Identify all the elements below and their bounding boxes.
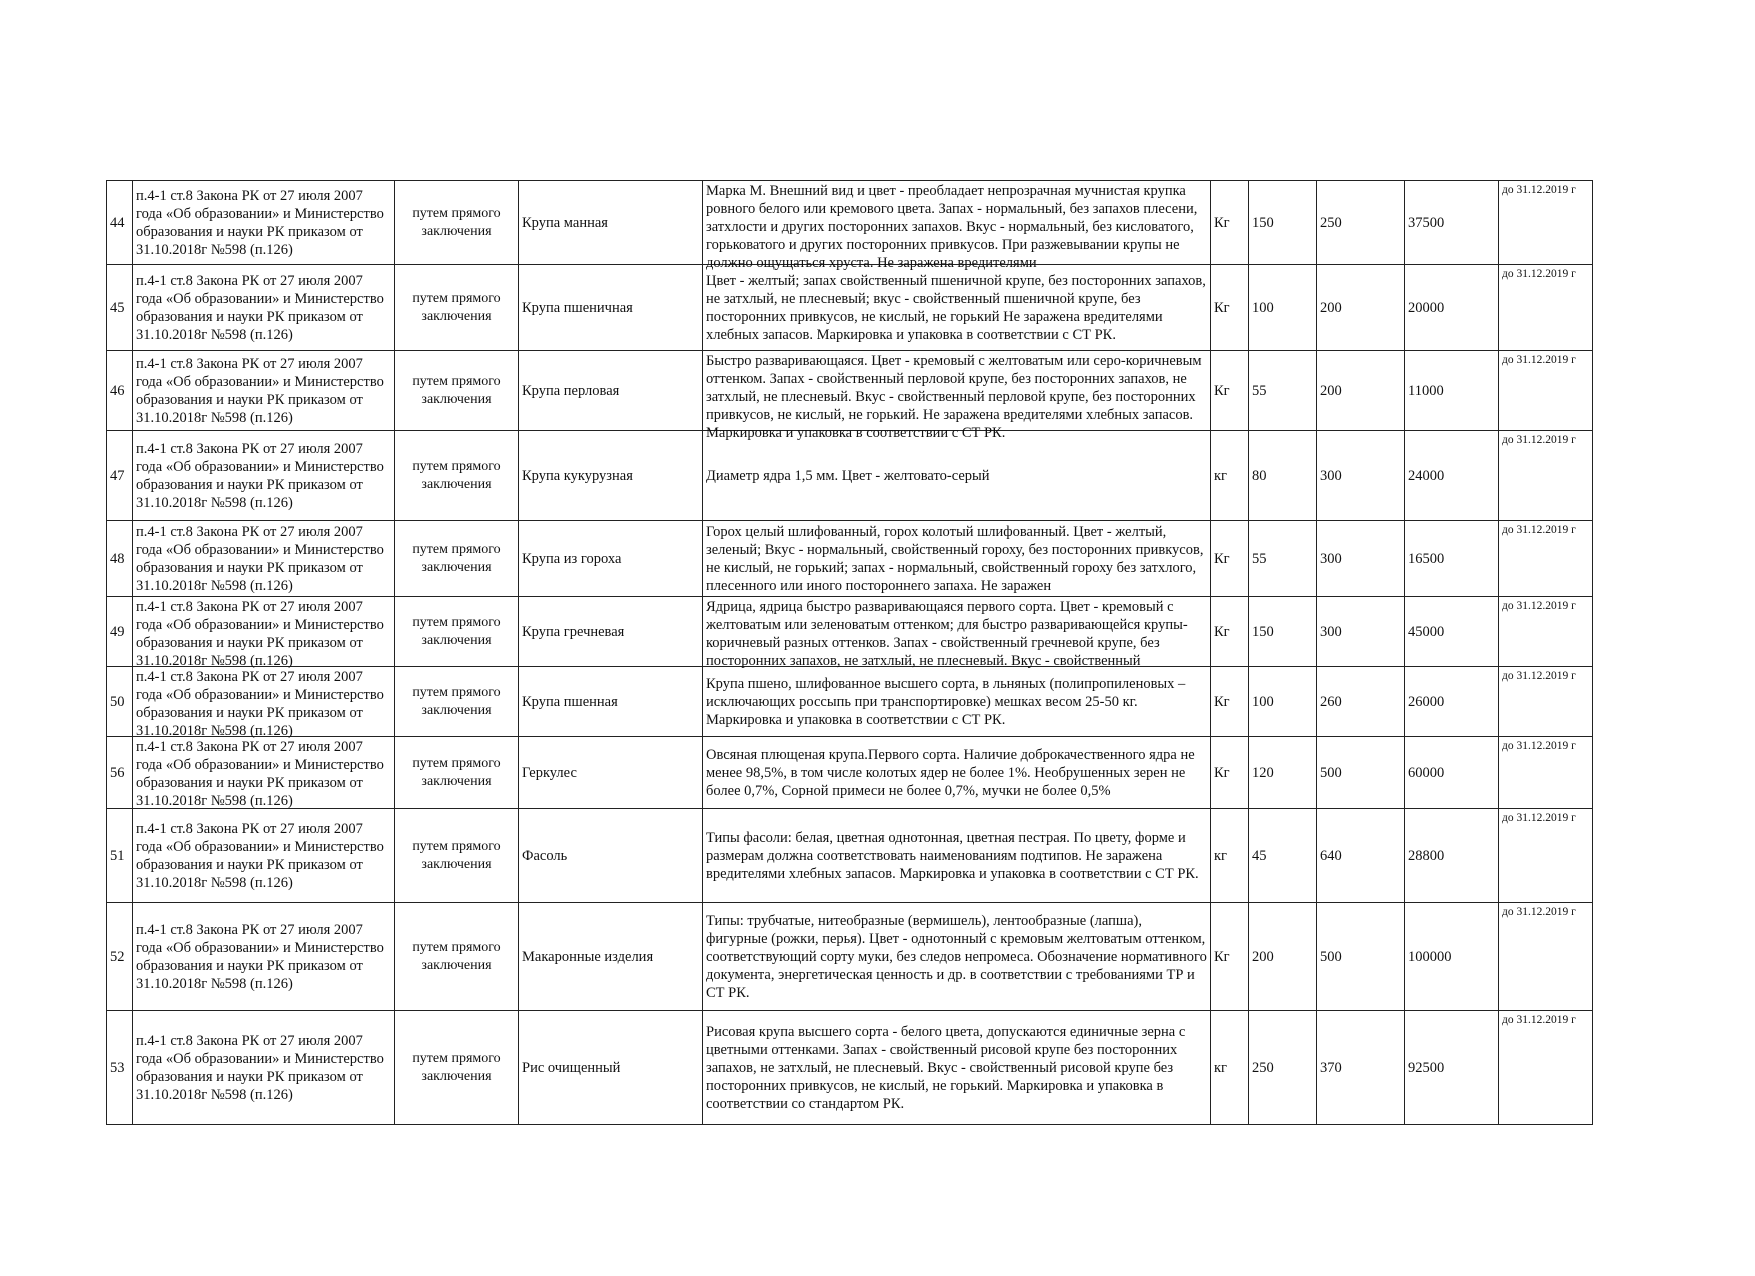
product-name: Крупа перловая: [519, 351, 703, 431]
unit-price: 300: [1317, 597, 1405, 667]
unit: Кг: [1211, 265, 1249, 351]
unit-price: 200: [1317, 351, 1405, 431]
unit-price: 260: [1317, 667, 1405, 737]
quantity: 45: [1249, 809, 1317, 903]
product-description: Овсяная плющеная крупа.Первого сорта. Наличие доброкачественного ядра не менее 98,5%, в том числе колотых ядер не более 1%. Необрушенных зерен не более 0,7%, Сорной примеси не более 0,7%, мучки не более 0,5%: [703, 737, 1211, 809]
row-number: 47: [107, 431, 133, 521]
quantity: 200: [1249, 903, 1317, 1011]
unit: кг: [1211, 1011, 1249, 1125]
legal-basis: п.4-1 ст.8 Закона РК от 27 июля 2007 года «Об образовании» и Министерство образования и науки РК приказом от 31.10.2018г №598 (п.126): [133, 431, 395, 521]
unit: кг: [1211, 809, 1249, 903]
delivery-term: до 31.12.2019 г: [1499, 903, 1593, 1011]
procurement-method: путем прямого заключения: [395, 521, 519, 597]
row-number: 48: [107, 521, 133, 597]
delivery-term: до 31.12.2019 г: [1499, 431, 1593, 521]
unit-price: 200: [1317, 265, 1405, 351]
legal-basis: п.4-1 ст.8 Закона РК от 27 июля 2007 года «Об образовании» и Министерство образования и науки РК приказом от 31.10.2018г №598 (п.126): [133, 809, 395, 903]
total-sum: 26000: [1405, 667, 1499, 737]
quantity: 55: [1249, 521, 1317, 597]
product-description: Типы: трубчатые, нитеобразные (вермишель), лентообразные (лапша), фигурные (рожки, перья). Цвет - однотонный с кремовым желтоватым оттенком, соответствующий сорту муки, без следов непромеса. Обозначение нормативного документа, энергетическая ценность и др. в соответствии с требованиями ТР и СТ РК.: [703, 903, 1211, 1011]
unit-price: 500: [1317, 737, 1405, 809]
procurement-table: [106, 180, 1593, 1125]
legal-basis: п.4-1 ст.8 Закона РК от 27 июля 2007 года «Об образовании» и Министерство образования и науки РК приказом от 31.10.2018г №598 (п.126): [133, 1011, 395, 1125]
quantity: 150: [1249, 597, 1317, 667]
product-name: Крупа кукурузная: [519, 431, 703, 521]
row-number: 52: [107, 903, 133, 1011]
product-description: Типы фасоли: белая, цветная однотонная, цветная пестрая. По цвету, форме и размерам должна соответствовать наименованиям подтипов. Не заражена вредителями хлебных запасов. Маркировка и упаковка в соответствии с СТ РК.: [703, 809, 1211, 903]
table-row: [107, 903, 1593, 1011]
quantity: 80: [1249, 431, 1317, 521]
unit: Кг: [1211, 181, 1249, 265]
delivery-term: до 31.12.2019 г: [1499, 597, 1593, 667]
delivery-term: до 31.12.2019 г: [1499, 809, 1593, 903]
row-number: 45: [107, 265, 133, 351]
total-sum: 92500: [1405, 1011, 1499, 1125]
legal-basis: п.4-1 ст.8 Закона РК от 27 июля 2007 года «Об образовании» и Министерство образования и науки РК приказом от 31.10.2018г №598 (п.126): [133, 351, 395, 431]
procurement-method: путем прямого заключения: [395, 1011, 519, 1125]
row-number: 44: [107, 181, 133, 265]
table-row: [107, 737, 1593, 809]
product-description: Марка М. Внешний вид и цвет - преобладает непрозрачная мучнистая крупка ровного белого или кремового цвета. Запах - нормальный, без запахов плесени, затхлости и других посторонних запахов. Вкус - нормальный, без кисловатого, горьковатого и других посторонних привкусов. При разжевывании крупы не должно ощущаться хруста. Не заражена вредителями: [703, 181, 1211, 265]
row-number: 46: [107, 351, 133, 431]
legal-basis: п.4-1 ст.8 Закона РК от 27 июля 2007 года «Об образовании» и Министерство образования и науки РК приказом от 31.10.2018г №598 (п.126): [133, 903, 395, 1011]
procurement-method: путем прямого заключения: [395, 265, 519, 351]
total-sum: 37500: [1405, 181, 1499, 265]
product-description: Быстро разваривающаяся. Цвет - кремовый с желтоватым или серо-коричневым оттенком. Запах - свойственный перловой крупе, без посторонних запахов, не затхлый, не плесневый. Вкус - свойственный перловой крупе, без посторонних привкусов, не кислый, не горький. Не заражена вредителями хлебных запасов. Маркировка и упаковка в соответствии с СТ РК.: [703, 351, 1211, 431]
row-number: 53: [107, 1011, 133, 1125]
total-sum: 16500: [1405, 521, 1499, 597]
product-name: Макаронные изделия: [519, 903, 703, 1011]
table-row: [107, 667, 1593, 737]
product-name: Крупа пшеничная: [519, 265, 703, 351]
unit: Кг: [1211, 521, 1249, 597]
delivery-term: до 31.12.2019 г: [1499, 265, 1593, 351]
total-sum: 20000: [1405, 265, 1499, 351]
table-row: [107, 181, 1593, 265]
procurement-method: путем прямого заключения: [395, 809, 519, 903]
quantity: 120: [1249, 737, 1317, 809]
legal-basis: п.4-1 ст.8 Закона РК от 27 июля 2007 года «Об образовании» и Министерство образования и науки РК приказом от 31.10.2018г №598 (п.126): [133, 737, 395, 809]
legal-basis: п.4-1 ст.8 Закона РК от 27 июля 2007 года «Об образовании» и Министерство образования и науки РК приказом от 31.10.2018г №598 (п.126): [133, 265, 395, 351]
product-name: Крупа манная: [519, 181, 703, 265]
procurement-method: путем прямого заключения: [395, 597, 519, 667]
procurement-method: путем прямого заключения: [395, 737, 519, 809]
unit-price: 300: [1317, 521, 1405, 597]
product-name: Геркулес: [519, 737, 703, 809]
product-name: Крупа из гороха: [519, 521, 703, 597]
total-sum: 24000: [1405, 431, 1499, 521]
delivery-term: до 31.12.2019 г: [1499, 181, 1593, 265]
table-row: [107, 809, 1593, 903]
legal-basis: п.4-1 ст.8 Закона РК от 27 июля 2007 года «Об образовании» и Министерство образования и науки РК приказом от 31.10.2018г №598 (п.126): [133, 597, 395, 667]
procurement-method: путем прямого заключения: [395, 903, 519, 1011]
total-sum: 100000: [1405, 903, 1499, 1011]
unit: Кг: [1211, 351, 1249, 431]
table-row: [107, 597, 1593, 667]
delivery-term: до 31.12.2019 г: [1499, 737, 1593, 809]
procurement-method: путем прямого заключения: [395, 667, 519, 737]
unit: Кг: [1211, 667, 1249, 737]
row-number: 51: [107, 809, 133, 903]
table-row: [107, 431, 1593, 521]
delivery-term: до 31.12.2019 г: [1499, 521, 1593, 597]
unit-price: 640: [1317, 809, 1405, 903]
unit-price: 370: [1317, 1011, 1405, 1125]
product-description: Диаметр ядра 1,5 мм. Цвет - желтовато-серый: [703, 431, 1211, 521]
unit-price: 500: [1317, 903, 1405, 1011]
procurement-method: путем прямого заключения: [395, 351, 519, 431]
delivery-term: до 31.12.2019 г: [1499, 1011, 1593, 1125]
product-name: Крупа пшенная: [519, 667, 703, 737]
procurement-method: путем прямого заключения: [395, 431, 519, 521]
product-description: Цвет - желтый; запах свойственный пшеничной крупе, без посторонних запахов, не затхлый, не плесневый; вкус - свойственный пшеничной крупе, без посторонних привкусов, не кислый, не горький Не заражена вредителями хлебных запасов. Маркировка и упаковка в соответствии с СТ РК.: [703, 265, 1211, 351]
product-description: Ядрица, ядрица быстро разваривающаяся первого сорта. Цвет - кремовый с желтоватым или зеленоватым оттенком; для быстро разваривающейся крупы- коричневый разных оттенков. Запах - свойственный гречневой крупе, без посторонних запахов, не затхлый, не плесневый. Вкус - свойственный: [703, 597, 1211, 667]
unit: Кг: [1211, 903, 1249, 1011]
unit: Кг: [1211, 737, 1249, 809]
table-row: [107, 1011, 1593, 1125]
total-sum: 60000: [1405, 737, 1499, 809]
total-sum: 11000: [1405, 351, 1499, 431]
legal-basis: п.4-1 ст.8 Закона РК от 27 июля 2007 года «Об образовании» и Министерство образования и науки РК приказом от 31.10.2018г №598 (п.126): [133, 667, 395, 737]
total-sum: 45000: [1405, 597, 1499, 667]
delivery-term: до 31.12.2019 г: [1499, 667, 1593, 737]
quantity: 100: [1249, 265, 1317, 351]
product-description: Горох целый шлифованный, горох колотый шлифованный. Цвет - желтый, зеленый; Вкус - нормальный, свойственный гороху, без посторонних привкусов, не кислый, не горький; запах - нормальный, свойственный гороху без затхлого, плесенного или иного постороннего запаха. Не заражен: [703, 521, 1211, 597]
unit: Кг: [1211, 597, 1249, 667]
product-name: Рис очищенный: [519, 1011, 703, 1125]
total-sum: 28800: [1405, 809, 1499, 903]
unit: кг: [1211, 431, 1249, 521]
product-name: Крупа гречневая: [519, 597, 703, 667]
row-number: 49: [107, 597, 133, 667]
row-number: 50: [107, 667, 133, 737]
row-number: 56: [107, 737, 133, 809]
table-row: [107, 521, 1593, 597]
procurement-method: путем прямого заключения: [395, 181, 519, 265]
product-name: Фасоль: [519, 809, 703, 903]
quantity: 55: [1249, 351, 1317, 431]
quantity: 150: [1249, 181, 1317, 265]
product-description: Рисовая крупа высшего сорта - белого цвета, допускаются единичные зерна с цветными оттенками. Запах - свойственный рисовой крупе без посторонних запахов, не затхлый, не плесневый. Вкус - свойственный рисовой крупе без посторонних привкусов, не кислый, не горький. Маркировка и упаковка в соответствии со стандартом РК.: [703, 1011, 1211, 1125]
table-row: [107, 351, 1593, 431]
table-row: [107, 265, 1593, 351]
legal-basis: п.4-1 ст.8 Закона РК от 27 июля 2007 года «Об образовании» и Министерство образования и науки РК приказом от 31.10.2018г №598 (п.126): [133, 181, 395, 265]
quantity: 100: [1249, 667, 1317, 737]
legal-basis: п.4-1 ст.8 Закона РК от 27 июля 2007 года «Об образовании» и Министерство образования и науки РК приказом от 31.10.2018г №598 (п.126): [133, 521, 395, 597]
unit-price: 250: [1317, 181, 1405, 265]
product-description: Крупа пшено, шлифованное высшего сорта, в льняных (полипропиленовых – исключающих россыпь при транспортировке) мешках весом 25-50 кг. Маркировка и упаковка в соответствии с СТ РК.: [703, 667, 1211, 737]
quantity: 250: [1249, 1011, 1317, 1125]
delivery-term: до 31.12.2019 г: [1499, 351, 1593, 431]
unit-price: 300: [1317, 431, 1405, 521]
